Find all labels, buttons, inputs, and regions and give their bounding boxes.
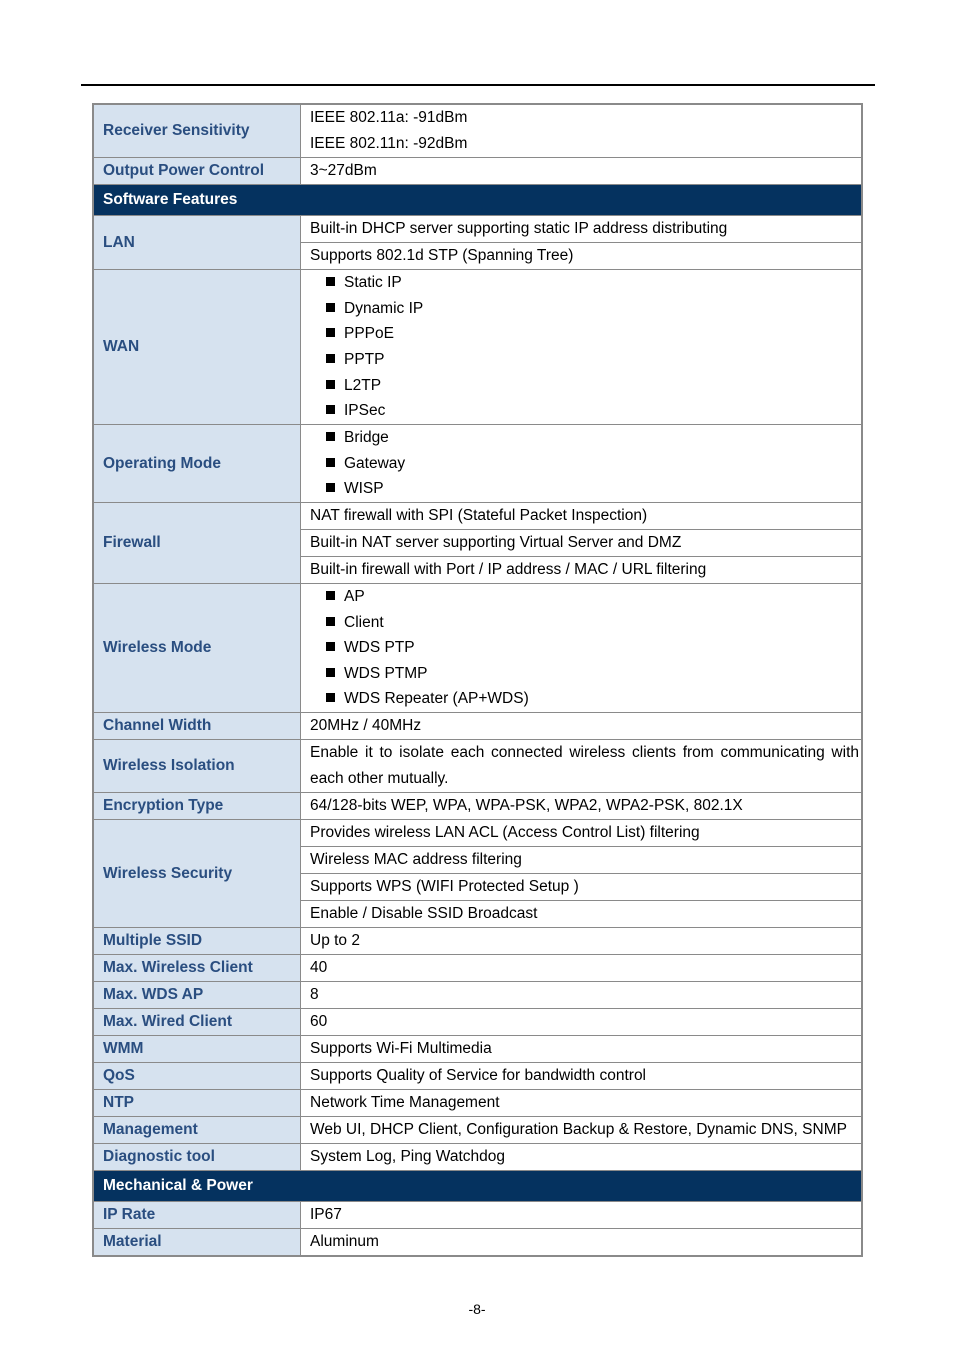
table-row xyxy=(93,1229,862,1257)
specification-table xyxy=(92,103,863,1257)
list-item-label: AP xyxy=(344,588,365,606)
row-value: Up to 2 xyxy=(301,928,863,955)
row-value: 40 xyxy=(301,955,863,982)
list-item-label: Gateway xyxy=(344,454,406,472)
list-item xyxy=(310,270,859,296)
table-row xyxy=(93,1090,862,1117)
table-row xyxy=(93,270,862,425)
table-row xyxy=(93,928,862,955)
row-label: Wireless Isolation xyxy=(93,740,301,793)
row-label: Operating Mode xyxy=(93,425,301,503)
row-value xyxy=(301,584,863,713)
row-value: Built-in NAT server supporting Virtual Server and DMZ xyxy=(301,530,863,557)
list-item xyxy=(310,635,859,661)
row-label: NTP xyxy=(93,1090,301,1117)
row-label: Max. Wired Client xyxy=(93,1009,301,1036)
list-item-label: WISP xyxy=(344,480,384,498)
row-value: IP67 xyxy=(301,1202,863,1229)
list-item xyxy=(310,347,859,373)
list-item xyxy=(310,451,859,477)
section-title: Mechanical & Power xyxy=(93,1171,862,1202)
table-row xyxy=(93,1036,862,1063)
list-item-label: L2TP xyxy=(344,376,382,394)
row-value: Supports 802.1d STP (Spanning Tree) xyxy=(301,243,863,270)
table-row xyxy=(93,104,862,158)
list-item xyxy=(310,584,859,610)
list-item xyxy=(310,398,859,424)
page-number: -8- xyxy=(468,1301,486,1317)
list-item xyxy=(310,476,859,502)
table-row xyxy=(93,982,862,1009)
row-value xyxy=(301,104,863,158)
square-bullet-icon xyxy=(326,432,335,441)
list-item xyxy=(310,321,859,347)
list-item-label: PPPoE xyxy=(344,325,394,343)
square-bullet-icon xyxy=(326,405,335,414)
list-item-label: Dynamic IP xyxy=(344,299,424,317)
square-bullet-icon xyxy=(326,328,335,337)
list-item-label: PPTP xyxy=(344,351,385,368)
row-value: Aluminum xyxy=(301,1229,863,1257)
value-line: IEEE 802.11n: -92dBm xyxy=(310,135,468,152)
square-bullet-icon xyxy=(326,591,335,600)
section-header-row xyxy=(93,185,862,216)
row-value: Enable / Disable SSID Broadcast xyxy=(301,901,863,928)
section-title: Software Features xyxy=(93,185,862,216)
list-item xyxy=(310,373,859,399)
row-label: IP Rate xyxy=(93,1202,301,1229)
list-item-label: WDS PTP xyxy=(344,639,415,657)
table-row xyxy=(93,1009,862,1036)
row-label: Material xyxy=(93,1229,301,1257)
header-rule xyxy=(81,84,875,86)
row-value: Enable it to isolate each connected wireless clients from communicating with each other mutually. xyxy=(301,740,863,793)
list-item xyxy=(310,686,859,712)
square-bullet-icon xyxy=(326,617,335,626)
list-item xyxy=(310,425,859,451)
row-label: Diagnostic tool xyxy=(93,1144,301,1171)
square-bullet-icon xyxy=(326,277,335,286)
row-value: Provides wireless LAN ACL (Access Control List) filtering xyxy=(301,820,863,847)
row-label: Wireless Mode xyxy=(93,584,301,713)
row-label: Firewall xyxy=(93,503,301,584)
table-row xyxy=(93,216,862,243)
square-bullet-icon xyxy=(326,354,335,363)
table-row xyxy=(93,740,862,793)
list-item-label: IPSec xyxy=(344,402,386,420)
row-value xyxy=(301,425,863,503)
list-item xyxy=(310,661,859,687)
row-value: Web UI, DHCP Client, Configuration Backup & Restore, Dynamic DNS, SNMP xyxy=(301,1117,863,1144)
row-label: Multiple SSID xyxy=(93,928,301,955)
row-label: QoS xyxy=(93,1063,301,1090)
list-item xyxy=(310,610,859,636)
table-row xyxy=(93,158,862,185)
row-label: WAN xyxy=(93,270,301,425)
row-label: Management xyxy=(93,1117,301,1144)
square-bullet-icon xyxy=(326,303,335,312)
table-row xyxy=(93,584,862,713)
table-row xyxy=(93,820,862,847)
section-header-row xyxy=(93,1171,862,1202)
row-label: WMM xyxy=(93,1036,301,1063)
row-label: Max. Wireless Client xyxy=(93,955,301,982)
row-value: NAT firewall with SPI (Stateful Packet Inspection) xyxy=(301,503,863,530)
list-item-label: WDS PTMP xyxy=(344,664,428,682)
row-value xyxy=(301,270,863,425)
row-label: Channel Width xyxy=(93,713,301,740)
row-value: Wireless MAC address filtering xyxy=(301,847,863,874)
row-value: Supports WPS (WIFI Protected Setup ) xyxy=(301,874,863,901)
list-item-label: WDS Repeater (AP+WDS) xyxy=(344,690,529,708)
table-row xyxy=(93,1144,862,1171)
table-row xyxy=(93,713,862,740)
square-bullet-icon xyxy=(326,380,335,389)
row-label: Wireless Security xyxy=(93,820,301,928)
row-value: Built-in firewall with Port / IP address / MAC / URL filtering xyxy=(301,557,863,584)
row-value: 3~27dBm xyxy=(301,158,863,185)
square-bullet-icon xyxy=(326,458,335,467)
table-row xyxy=(93,955,862,982)
table-row xyxy=(93,1117,862,1144)
row-value: Supports Quality of Service for bandwidth control xyxy=(301,1063,863,1090)
row-value: Supports Wi-Fi Multimedia xyxy=(301,1036,863,1063)
list-item-label: Bridge xyxy=(344,429,389,447)
row-value: 20MHz / 40MHz xyxy=(301,713,863,740)
row-value: 8 xyxy=(301,982,863,1009)
row-value: Network Time Management xyxy=(301,1090,863,1117)
square-bullet-icon xyxy=(326,668,335,677)
table-row xyxy=(93,793,862,820)
list-item xyxy=(310,296,859,322)
row-label: Output Power Control xyxy=(93,158,301,185)
table-row xyxy=(93,503,862,530)
square-bullet-icon xyxy=(326,642,335,651)
square-bullet-icon xyxy=(326,483,335,492)
table-row xyxy=(93,1202,862,1229)
row-label: Max. WDS AP xyxy=(93,982,301,1009)
list-item-label: Client xyxy=(344,613,384,631)
row-label: LAN xyxy=(93,216,301,270)
list-item-label: Static IP xyxy=(344,274,402,292)
row-value: Built-in DHCP server supporting static IP address distributing xyxy=(301,216,863,243)
row-label: Receiver Sensitivity xyxy=(93,104,301,158)
square-bullet-icon xyxy=(326,693,335,702)
value-line: IEEE 802.11a: -91dBm xyxy=(310,109,468,126)
row-value: 64/128-bits WEP, WPA, WPA-PSK, WPA2, WPA2-PSK, 802.1X xyxy=(301,793,863,820)
row-value: 60 xyxy=(301,1009,863,1036)
table-row xyxy=(93,425,862,503)
table-row xyxy=(93,1063,862,1090)
row-label: Encryption Type xyxy=(93,793,301,820)
row-value: System Log, Ping Watchdog xyxy=(301,1144,863,1171)
